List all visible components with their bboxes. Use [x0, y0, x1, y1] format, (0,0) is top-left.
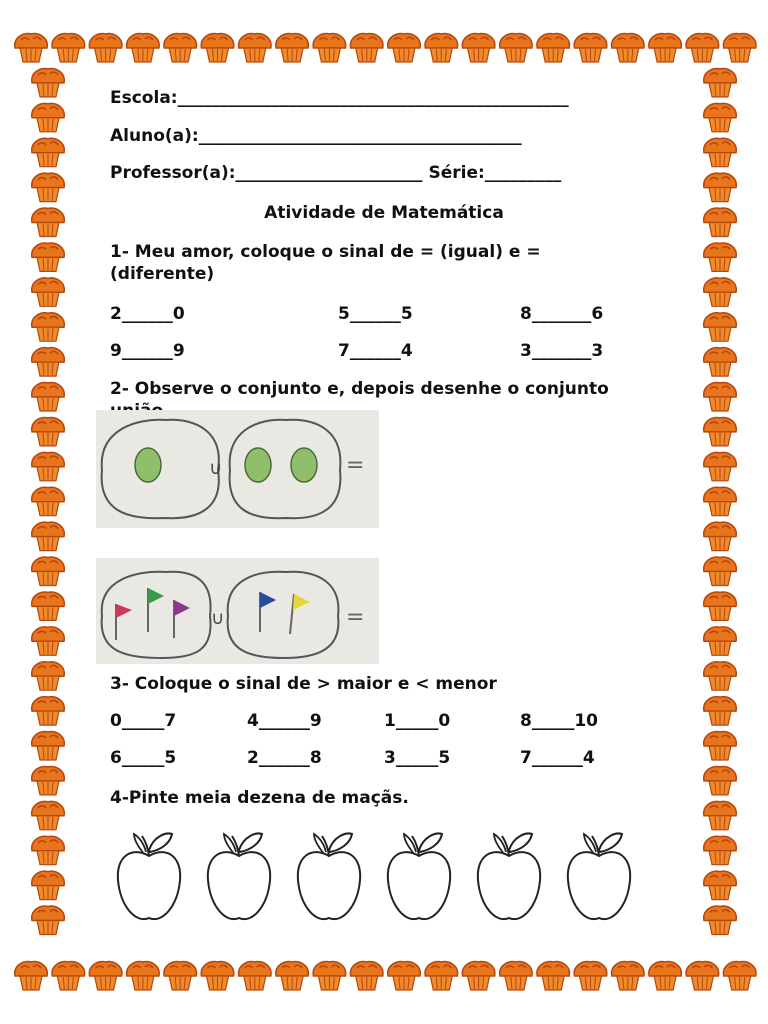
apples-group: [108, 828, 648, 928]
cupcake-icon: [704, 487, 737, 515]
cupcake-icon: [164, 34, 197, 62]
q3-item: 3_____5: [384, 748, 451, 768]
cupcake-icon: [32, 592, 65, 620]
cupcake-icon: [32, 906, 65, 934]
cupcake-icon: [704, 871, 737, 899]
q1-item: 7______4: [338, 341, 413, 361]
cupcake-icon: [704, 906, 737, 934]
cupcake-icon: [425, 962, 458, 990]
cupcake-icon: [89, 962, 122, 990]
cupcake-icon: [704, 697, 737, 725]
cupcake-icon: [704, 627, 737, 655]
cupcake-icon: [704, 801, 737, 829]
cupcake-icon: [276, 962, 309, 990]
cupcake-icon: [89, 34, 122, 62]
cupcake-icon: [462, 34, 495, 62]
cupcake-icon: [32, 348, 65, 376]
cupcake-icon: [704, 243, 737, 271]
apple-icon[interactable]: [478, 834, 540, 920]
cupcake-icon: [276, 34, 309, 62]
cupcake-icon: [704, 103, 737, 131]
cupcake-icon: [52, 962, 85, 990]
cupcake-icon: [32, 732, 65, 760]
cupcake-icon: [32, 452, 65, 480]
cupcake-icon: [704, 767, 737, 795]
flag-icon: [260, 592, 276, 608]
cupcake-icon: [32, 487, 65, 515]
cupcake-icon: [425, 34, 458, 62]
cupcake-icon: [704, 348, 737, 376]
cupcake-icon: [32, 522, 65, 550]
cupcake-icon: [32, 69, 65, 97]
cupcake-icon: [32, 871, 65, 899]
q1-item: 2______0: [110, 304, 185, 324]
cupcake-icon: [32, 138, 65, 166]
cupcake-icon: [201, 962, 234, 990]
question-2-prompt: 2- Observe o conjunto e, depois desenhe o conjunto: [110, 379, 609, 399]
cupcake-icon: [704, 662, 737, 690]
q3-item: 2______8: [247, 748, 322, 768]
cupcake-icon: [388, 962, 421, 990]
q1-item: 9______9: [110, 341, 185, 361]
cupcake-icon: [32, 801, 65, 829]
cupcake-icon: [350, 34, 383, 62]
cupcake-icon: [704, 557, 737, 585]
set-union-flags-image: [96, 558, 379, 664]
cupcake-icon: [32, 697, 65, 725]
cupcake-icon: [52, 34, 85, 62]
q3-item: 1_____0: [384, 711, 451, 731]
cupcake-icon: [686, 34, 719, 62]
cupcake-icon: [127, 34, 160, 62]
equals-symbol: =: [346, 453, 365, 478]
cupcake-icon: [32, 767, 65, 795]
cupcake-icon: [32, 313, 65, 341]
cupcake-icon: [537, 34, 570, 62]
union-symbol: ∪: [209, 458, 223, 479]
apple-icon[interactable]: [568, 834, 630, 920]
cupcake-icon: [649, 962, 682, 990]
flag-icon: [148, 588, 164, 604]
cupcake-icon: [32, 418, 65, 446]
cupcake-icon: [574, 962, 607, 990]
q3-item: 0_____7: [110, 711, 177, 731]
cupcake-icon: [704, 173, 737, 201]
set-union-circles-image: [96, 410, 379, 528]
cupcake-icon: [704, 383, 737, 411]
cupcake-icon: [612, 962, 645, 990]
circle-element-icon: [245, 448, 271, 482]
circle-element-icon: [291, 448, 317, 482]
cupcake-icon: [723, 962, 756, 990]
cupcake-icon: [612, 34, 645, 62]
cupcake-icon: [462, 962, 495, 990]
cupcake-icon: [704, 592, 737, 620]
cupcake-icon: [313, 34, 346, 62]
apple-icon[interactable]: [388, 834, 450, 920]
equals-symbol: =: [346, 605, 365, 630]
cupcake-icon: [32, 383, 65, 411]
cupcake-icon: [32, 173, 65, 201]
cupcake-icon: [32, 278, 65, 306]
cupcake-icon: [704, 138, 737, 166]
cupcake-icon: [649, 34, 682, 62]
q1-item: 3_______3: [520, 341, 604, 361]
q3-item: 7______4: [520, 748, 595, 768]
cupcake-icon: [537, 962, 570, 990]
cupcake-icon: [32, 627, 65, 655]
apple-icon[interactable]: [298, 834, 360, 920]
cupcake-icon: [704, 69, 737, 97]
cupcake-icon: [704, 278, 737, 306]
cupcake-icon: [704, 418, 737, 446]
cupcake-icon: [15, 34, 48, 62]
circle-element-icon: [135, 448, 161, 482]
cupcake-icon: [723, 34, 756, 62]
cupcake-icon: [388, 34, 421, 62]
q3-item: 4______9: [247, 711, 322, 731]
cupcake-icon: [32, 243, 65, 271]
cupcake-icon: [704, 522, 737, 550]
flag-icon: [116, 604, 132, 618]
q3-item: 6_____5: [110, 748, 177, 768]
cupcake-icon: [201, 34, 234, 62]
question-1-prompt: 1- Meu amor, coloque o sinal de = (igual) e = (diferente): [110, 242, 541, 284]
q1-item: 5______5: [338, 304, 413, 324]
cupcake-icon: [32, 557, 65, 585]
cupcake-icon: [704, 732, 737, 760]
union-symbol: ∪: [211, 608, 225, 629]
flag-icon: [293, 594, 310, 610]
teacher-grade-field: Professor(a):______________________ Série:_________: [110, 163, 562, 183]
q3-item: 8_____10: [520, 711, 598, 731]
cupcake-icon: [574, 34, 607, 62]
q1-item: 8_______6: [520, 304, 604, 324]
apple-icon[interactable]: [208, 834, 270, 920]
cupcake-icon: [239, 962, 272, 990]
cupcake-icon: [704, 836, 737, 864]
cupcake-icon: [704, 452, 737, 480]
cupcake-icon: [32, 662, 65, 690]
cupcake-icon: [127, 962, 160, 990]
page-title: Atividade de Matemática: [264, 203, 504, 223]
cupcake-icon: [239, 34, 272, 62]
cupcake-icon: [32, 103, 65, 131]
question-4-prompt: 4-Pinte meia dezena de maçãs.: [110, 788, 409, 808]
cupcake-icon: [15, 962, 48, 990]
cupcake-icon: [164, 962, 197, 990]
question-3-prompt: 3- Coloque o sinal de > maior e < menor: [110, 674, 497, 694]
cupcake-icon: [32, 836, 65, 864]
apple-icon[interactable]: [118, 834, 180, 920]
school-field: Escola:______________________________________________: [110, 88, 569, 108]
cupcake-icon: [313, 962, 346, 990]
cupcake-icon: [500, 34, 533, 62]
flag-icon: [174, 600, 190, 616]
cupcake-icon: [350, 962, 383, 990]
cupcake-icon: [500, 962, 533, 990]
student-field: Aluno(a):______________________________________: [110, 126, 522, 146]
cupcake-icon: [704, 313, 737, 341]
cupcake-icon: [686, 962, 719, 990]
